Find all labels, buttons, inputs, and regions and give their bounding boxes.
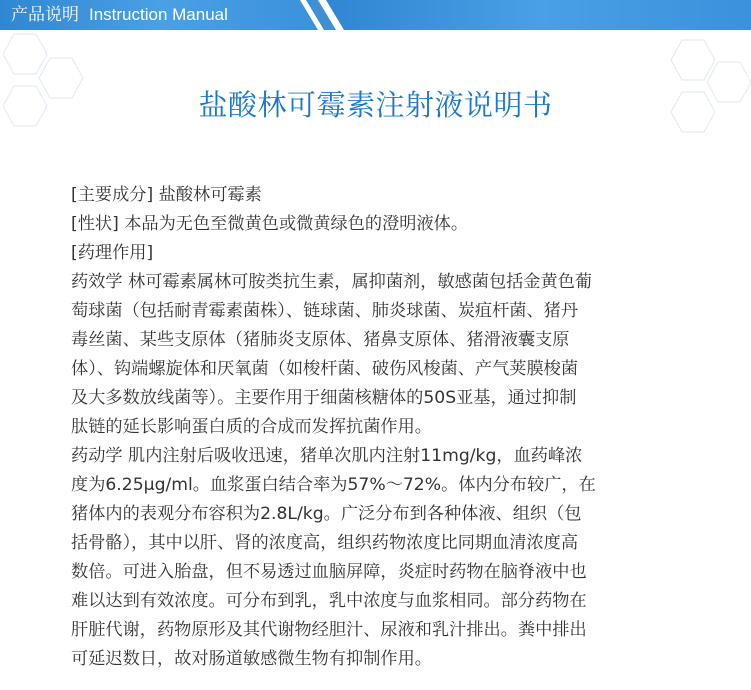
pharmacokinetics-paragraph [71, 442, 683, 674]
header-title-en: Instruction Manual [89, 5, 228, 24]
header-title-cn: 产品说明 [11, 5, 79, 25]
text-line: 毒丝菌、某些支原体（猪肺炎支原体、猪鼻支原体、猪滑液囊支原 [71, 330, 570, 350]
property-line: [性状] 本品为无色至微黄色或微黄绿色的澄明液体。 [71, 214, 469, 234]
header-banner [0, 0, 751, 30]
composition-line: [主要成分] 盐酸林可霉素 [71, 185, 262, 205]
text-line: 体）、钩端螺旋体和厌氧菌（如梭杆菌、破伤风梭菌、产气荚膜梭菌 [71, 359, 579, 379]
text-line: 难以达到有效浓度。可分布到乳，乳中浓度与血浆相同。部分药物在 [71, 591, 587, 611]
text-line: 药效学 林可霉素属林可胺类抗生素，属抑菌剂，敏感菌包括金黄色葡 [71, 272, 593, 292]
header-title [11, 3, 228, 27]
text-line: 萄球菌（包括耐青霉素菌株）、链球菌、肺炎球菌、炭疽杆菌、猪丹 [71, 301, 579, 321]
text-line: 可延迟数日，故对肠道敏感微生物有抑制作用。 [71, 649, 432, 669]
text-line: 括骨骼），其中以肝、肾的浓度高，组织药物浓度比同期血清浓度高 [71, 533, 579, 553]
pharmacodynamics-paragraph [71, 268, 683, 442]
text-line: 肽链的延长影响蛋白质的合成而发挥抗菌作用。 [71, 417, 432, 437]
text-line: 药动学 肌内注射后吸收迅速，猪单次肌内注射11mg/kg，血药峰浓 [71, 446, 583, 466]
text-line: 度为6.25μg/ml。血浆蛋白结合率为57%～72%。体内分布较广，在 [71, 475, 596, 495]
document-title: 盐酸林可霉素注射液说明书 [198, 88, 553, 122]
pharmacology-heading: [药理作用] [71, 243, 154, 263]
text-line: 及大多数放线菌等）。主要作用于细菌核糖体的50S亚基，通过抑制 [71, 388, 577, 408]
text-line: 肝脏代谢，药物原形及其代谢物经胆汁、尿液和乳汁排出。粪中排出 [71, 620, 587, 640]
text-line: 猪体内的表观分布容积为2.8L/kg。广泛分布到各种体液、组织（包 [71, 504, 582, 524]
manual-content [71, 181, 683, 674]
text-line: 数倍。可进入胎盘，但不易透过血脑屏障，炎症时药物在脑脊液中也 [71, 562, 587, 582]
